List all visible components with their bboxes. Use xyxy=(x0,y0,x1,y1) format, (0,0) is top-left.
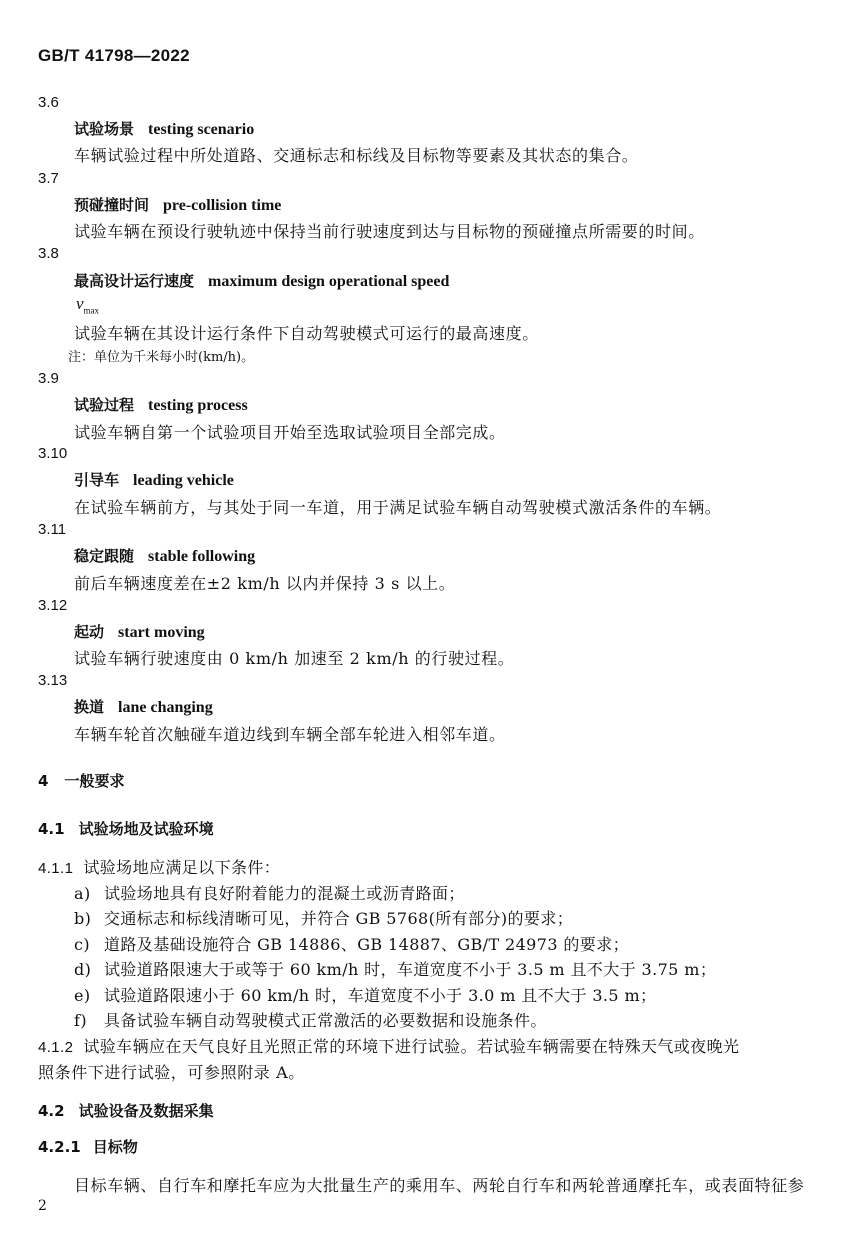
clause-title: 试验场地及试验环境 xyxy=(78,820,214,838)
term-zh: 预碰撞时间 xyxy=(74,196,150,214)
list-marker: c) xyxy=(74,935,91,954)
clause-heading xyxy=(38,818,214,839)
list-marker: e) xyxy=(74,986,91,1005)
term-zh: 换道 xyxy=(74,698,105,716)
term-zh: 稳定跟随 xyxy=(74,547,135,565)
list-marker: f) xyxy=(74,1011,87,1030)
list-item-text: 交通标志和标线清晰可见，并符合 GB 5768(所有部分)的要求； xyxy=(104,909,574,928)
list-item-text: 试验道路限速大于或等于 60 km/h 时，车道宽度不小于 3.5 m 且不大于 3.75 m； xyxy=(104,960,717,979)
term-heading xyxy=(74,621,205,642)
term-number: 3.6 xyxy=(38,94,59,111)
term-heading xyxy=(74,469,234,490)
subclause-number: 4.1.2 xyxy=(38,1039,74,1056)
term-zh: 起动 xyxy=(74,623,105,641)
term-note: 注：单位为千米每小时(km/h)。 xyxy=(68,350,255,365)
term-number: 3.11 xyxy=(38,521,67,538)
paragraph: 目标车辆、自行车和摩托车应为大批量生产的乘用车、两轮自行车和两轮普通摩托车，或表面特征参 xyxy=(74,1176,805,1195)
term-number: 3.10 xyxy=(38,445,68,462)
subclause-heading xyxy=(38,1136,138,1157)
term-en: lane changing xyxy=(118,699,213,716)
list-item xyxy=(74,957,716,980)
list-item-text: 试验场地具有良好附着能力的混凝土或沥青路面； xyxy=(104,884,465,903)
term-en: maximum design operational speed xyxy=(208,273,450,290)
term-en: leading vehicle xyxy=(133,472,234,489)
subclause xyxy=(38,855,280,878)
symbol-subscript: max xyxy=(83,305,100,316)
list-item-text: 试验道路限速小于 60 km/h 时，车道宽度不小于 3.0 m 且不大于 3.5 m； xyxy=(104,986,657,1005)
list-marker: d) xyxy=(74,960,92,979)
list-item xyxy=(74,1008,547,1031)
term-number: 3.9 xyxy=(38,370,59,387)
term-heading xyxy=(74,270,449,291)
term-heading xyxy=(74,194,281,215)
term-definition: 试验车辆行驶速度由 0 km/h 加速至 2 km/h 的行驶过程。 xyxy=(74,649,515,668)
list-item xyxy=(74,932,629,955)
term-zh: 试验场景 xyxy=(74,120,135,138)
term-definition: 车辆车轮首次触碰车道边线到车辆全部车轮进入相邻车道。 xyxy=(74,725,506,744)
section-title: 一般要求 xyxy=(64,772,125,790)
clause-title: 试验设备及数据采集 xyxy=(78,1102,214,1120)
term-definition: 前后车辆速度差在±2 km/h 以内并保持 3 s 以上。 xyxy=(74,574,456,593)
subclause xyxy=(38,1034,739,1057)
subclause-text: 试验场地应满足以下条件： xyxy=(83,858,281,877)
list-item-text: 具备试验车辆自动驾驶模式正常激活的必要数据和设施条件。 xyxy=(104,1011,547,1030)
standard-id-header: GB/T 41798—2022 xyxy=(38,46,190,65)
term-en: pre-collision time xyxy=(163,197,282,214)
term-symbol xyxy=(76,294,99,315)
term-definition: 车辆试验过程中所处道路、交通标志和标线及目标物等要素及其状态的集合。 xyxy=(74,146,639,165)
subclause-number: 4.2.1 xyxy=(38,1138,81,1156)
list-marker: a) xyxy=(74,884,91,903)
subclause-number: 4.1.1 xyxy=(38,860,74,877)
list-item xyxy=(74,881,465,904)
term-definition: 试验车辆自第一个试验项目开始至选取试验项目全部完成。 xyxy=(74,423,506,442)
term-heading xyxy=(74,118,254,139)
term-zh: 试验过程 xyxy=(74,396,135,414)
term-en: testing process xyxy=(148,397,248,414)
term-definition: 在试验车辆前方，与其处于同一车道，用于满足试验车辆自动驾驶模式激活条件的车辆。 xyxy=(74,498,722,517)
term-en: testing scenario xyxy=(148,121,255,138)
term-number: 3.8 xyxy=(38,245,59,262)
section-number: 4 xyxy=(38,772,49,790)
term-definition: 试验车辆在其设计运行条件下自动驾驶模式可运行的最高速度。 xyxy=(74,324,539,343)
clause-number: 4.2 xyxy=(38,1102,65,1120)
clause-heading xyxy=(38,1100,214,1121)
clause-number: 4.1 xyxy=(38,820,65,838)
term-en: start moving xyxy=(118,624,205,641)
term-heading xyxy=(74,696,213,717)
list-marker: b) xyxy=(74,909,92,928)
term-number: 3.7 xyxy=(38,170,59,187)
term-zh: 引导车 xyxy=(74,471,120,489)
term-number: 3.12 xyxy=(38,597,68,614)
subclause-continuation: 照条件下进行试验，可参照附录 A。 xyxy=(38,1063,305,1082)
term-number: 3.13 xyxy=(38,672,68,689)
symbol-main: v xyxy=(76,294,84,313)
section-heading xyxy=(38,770,124,791)
subclause-text: 试验车辆应在天气良好且光照正常的环境下进行试验。若试验车辆需要在特殊天气或夜晚光 xyxy=(83,1037,740,1056)
term-zh: 最高设计运行速度 xyxy=(74,272,195,290)
list-item xyxy=(74,906,573,929)
term-heading xyxy=(74,545,255,566)
term-definition: 试验车辆在预设行驶轨迹中保持当前行驶速度到达与目标物的预碰撞点所需要的时间。 xyxy=(74,222,705,241)
term-heading xyxy=(74,394,248,415)
list-item xyxy=(74,983,656,1006)
page-number: 2 xyxy=(38,1198,47,1214)
term-en: stable following xyxy=(148,548,256,565)
subclause-title: 目标物 xyxy=(92,1138,138,1156)
list-item-text: 道路及基础设施符合 GB 14886、GB 14887、GB/T 24973 的要求； xyxy=(104,935,630,954)
